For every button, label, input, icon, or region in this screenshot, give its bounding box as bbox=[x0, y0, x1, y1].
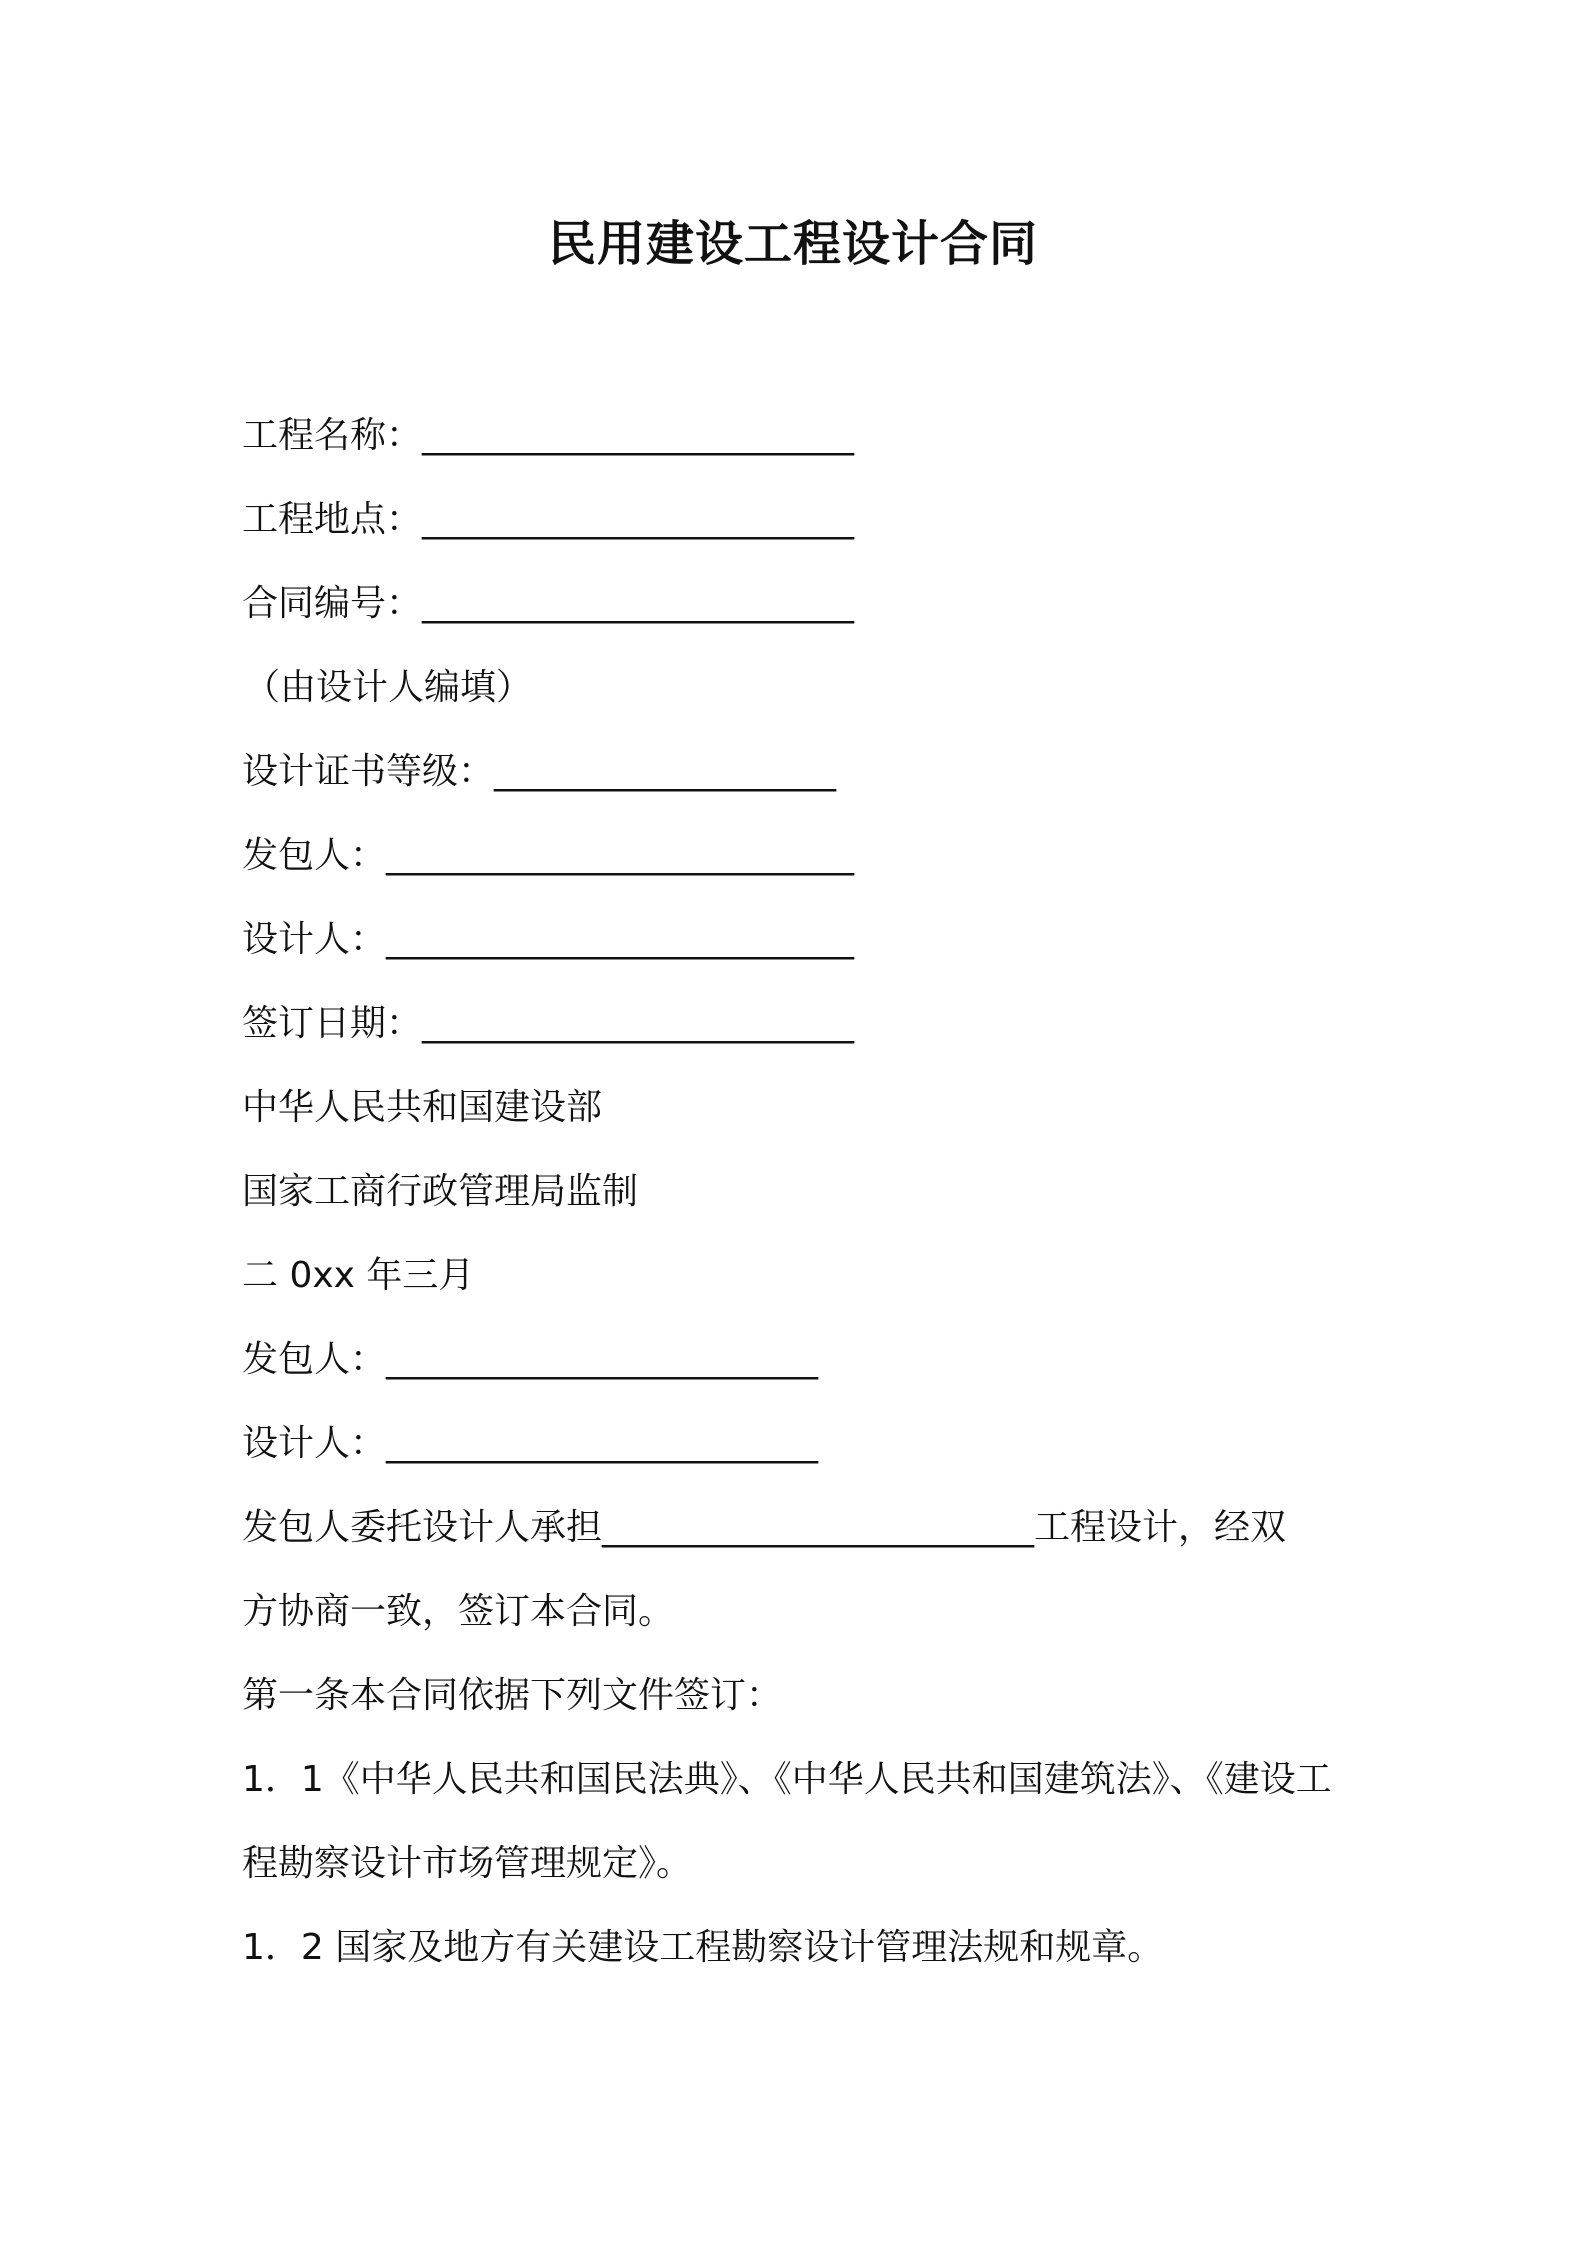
filled-by-designer-note: （由设计人编填） bbox=[244, 667, 533, 708]
client-line: 发包人：__________________________ bbox=[242, 835, 855, 876]
clause-1-1-line-2: 程勘察设计市场管理规定》。 bbox=[242, 1843, 693, 1884]
clause-1-2: 1．2 国家及地方有关建设工程勘察设计管理法规和规章。 bbox=[242, 1927, 1164, 1968]
project-name-line: 工程名称：________________________ bbox=[242, 415, 855, 456]
document-title: 民用建设工程设计合同 bbox=[547, 216, 1038, 272]
designer-line: 设计人：__________________________ bbox=[242, 919, 855, 960]
commission-paragraph-line-2: 方协商一致，签订本合同。 bbox=[242, 1591, 675, 1632]
commission-paragraph-line-1: 发包人委托设计人承担________________________工程设计，经双 bbox=[242, 1507, 1287, 1548]
contract-number-line: 合同编号：________________________ bbox=[242, 583, 855, 624]
clause-1-1-line-1: 1．1《中华人民共和国民法典》、《中华人民共和国建筑法》、《建设工 bbox=[242, 1759, 1332, 1800]
client-line-2: 发包人：________________________ bbox=[242, 1339, 819, 1380]
article-one-heading: 第一条本合同依据下列文件签订： bbox=[242, 1675, 783, 1716]
signing-date-line: 签订日期：________________________ bbox=[242, 1003, 855, 1044]
issuer-bureau-line: 国家工商行政管理局监制 bbox=[242, 1171, 639, 1212]
issuer-ministry-line: 中华人民共和国建设部 bbox=[242, 1087, 603, 1128]
project-location-line: 工程地点：________________________ bbox=[242, 499, 855, 540]
issue-date-line: 二 0xx 年三月 bbox=[242, 1255, 475, 1296]
certificate-grade-line: 设计证书等级：___________________ bbox=[242, 751, 837, 792]
designer-line-2: 设计人：________________________ bbox=[242, 1423, 819, 1464]
